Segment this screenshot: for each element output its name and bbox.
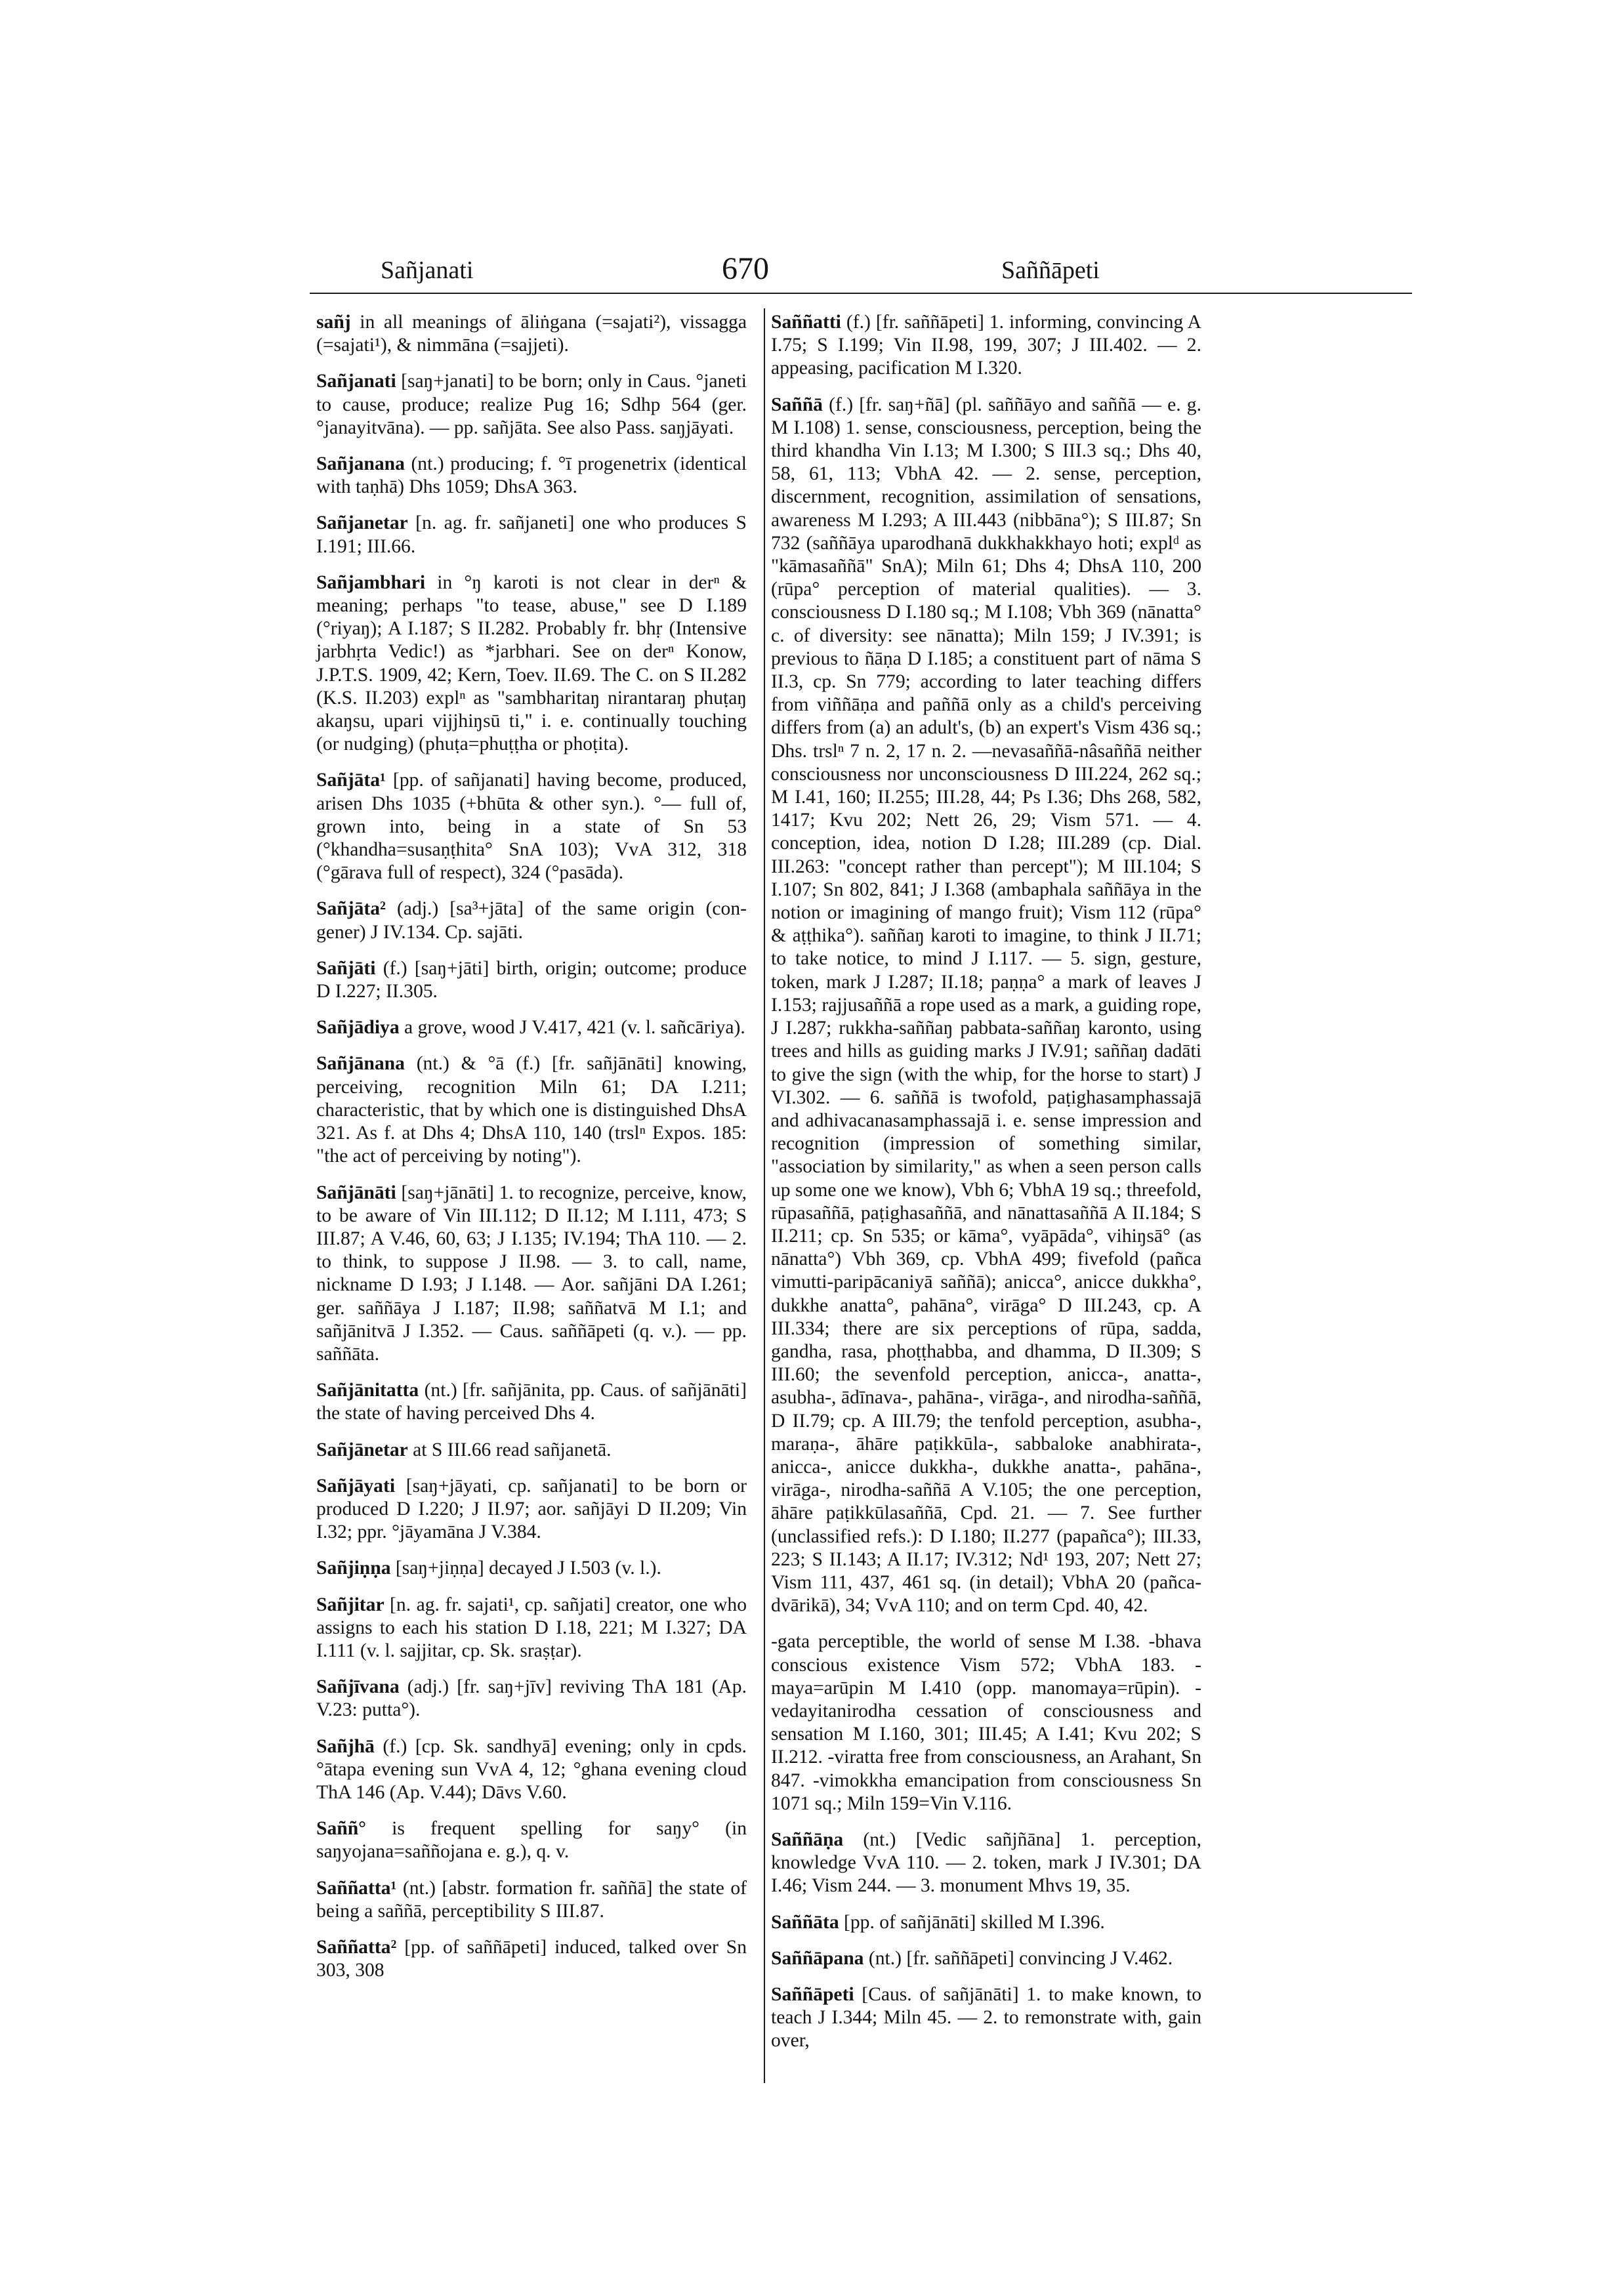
entry-headword: Sañjāta¹	[316, 770, 386, 791]
entry-headword: Sañjānāti	[316, 1182, 396, 1203]
entry-definition: (f.) [cp. Sk. sandhyā] evening; only in cpds. °ātapa evening sun VvA 4, 12; °ghana evening cloud ThA 146 (Ap. V.44); Dāvs V.60.	[316, 1735, 747, 1803]
entry-headword: Saññatti	[771, 312, 841, 333]
entry-headword: Sañjanati	[316, 371, 396, 392]
dictionary-entry	[771, 311, 1201, 381]
entry-definition: [saŋ+jānāti] 1. to recognize, perceive, know, to be aware of Vin III.112; D II.12; M I.111, 473; S III.87; A V.46, 60, 63; J I.135; IV.194; ThA 110. — 2. to think, to suppose J II.98. — 3. to call, name, nickname D I.93; J I.148. — Aor. sañjāni DA I.261; ger. saññāya J I.187; II.98; saññatvā M I.1; and sañjānitvā J I.352. — Caus. saññāpeti (q. v.). — pp. saññāta.	[316, 1182, 747, 1365]
entry-headword: Sañjīvana	[316, 1676, 400, 1698]
entry-definition: (nt.) & °ā (f.) [fr. sañjānāti] knowing, perceiving, recognition Miln 61; DA I.211; characteristic, that by which one is distinguished DhsA 321. As f. at Dhs 4; DhsA 110, 140 (trslⁿ Expos. 185: "the act of perceiving by noting").	[316, 1053, 747, 1167]
entry-headword: sañj	[316, 312, 351, 333]
dictionary-entry	[771, 1947, 1201, 1970]
dictionary-entry	[771, 1983, 1201, 2053]
entry-headword: Sañjanana	[316, 453, 405, 475]
entry-definition: [saŋ+janati] to be born; only in Caus. °janeti to cause, produce; realize Pug 16; Sdhp 564 (ger. °janayitvāna). — pp. sañjāta. See also Pass. saŋjāyati.	[316, 371, 747, 438]
dictionary-entry	[316, 1817, 747, 1863]
entry-headword: Sañjāyati	[316, 1475, 396, 1497]
entry-definition: (adj.) [fr. saŋ+jīv] reviving ThA 181 (Ap. V.23: putta°).	[316, 1676, 747, 1721]
page-number: 670	[722, 251, 769, 286]
dictionary-entry	[316, 1016, 747, 1039]
entry-definition: (adj.) [sa³+jāta] of the same origin (con-gener) J IV.134. Cp. sajāti.	[316, 898, 747, 943]
entry-definition: in °ŋ karoti is not clear in derⁿ & meaning; perhaps "to tease, abuse," see D I.189 (°riyaŋ); A I.187; S II.282. Probably fr. bhṛ (Intensive jarbhṛta Vedic!) as *jarbhari. See on derⁿ Konow, J.P.T.S. 1909, 42; Kern, Toev. II.69. The C. on S II.282 (K.S. II.203) explⁿ as "sambharitaŋ nirantaraŋ phuṭaŋ akaŋsu, upari vijjhiŋsū ti," i. e. continually touching (or nudging) (phuṭa=phuṭṭha or phoṭita).	[316, 571, 747, 755]
entry-definition: in all meanings of āliṅgana (=sajati²), vissagga (=sajati¹), & nimmāna (=sajjeti).	[316, 312, 747, 356]
entry-definition: (nt.) [abstr. formation fr. saññā] the state of being a saññā, perceptibility S III.87.	[316, 1877, 747, 1922]
right-column	[771, 311, 1201, 2066]
dictionary-entry	[771, 1630, 1201, 1815]
dictionary-entry	[316, 1936, 747, 1982]
entry-definition: at S III.66 read sañjanetā.	[407, 1439, 612, 1460]
dictionary-entry	[316, 1439, 747, 1462]
entry-definition: (nt.) [Vedic sañjñāna] 1. perception, knowledge VvA 110. — 2. token, mark J IV.301; DA I.46; Vism 244. — 3. monument Mhvs 19, 35.	[771, 1829, 1201, 1897]
entry-definition: [pp. of sañjānāti] skilled M I.396.	[839, 1911, 1105, 1933]
entry-definition: (f.) [saŋ+jāti] birth, origin; outcome; produce D I.227; II.305.	[316, 957, 747, 1003]
entry-definition: a grove, wood J V.417, 421 (v. l. sañcāriya).	[399, 1017, 745, 1039]
entry-headword: Sañjanetar	[316, 512, 408, 534]
entry-definition: (f.) [fr. saññāpeti] 1. informing, convincing A I.75; S I.199; Vin II.98, 199, 307; J III.402. — 2. appeasing, pacification M I.320.	[771, 312, 1201, 379]
dictionary-entry	[316, 1557, 747, 1580]
entry-definition: (f.) [fr. saŋ+ñā] (pl. saññāyo and saññā — e. g. M I.108) 1. sense, consciousness, perception, being the third khandha Vin I.13; M I.300; S III.3 sq.; Dhs 40, 58, 61, 113; VbhA 42. — 2. sense, perception, discernment, recognition, assimilation of sensations, awareness M I.293; A III.443 (nibbāna°); S III.87; Sn 732 (saññāya uparodhanā dukkhakkhayo hoti; explᵈ as "kāmasaññā" SnA); Miln 61; Dhs 4; DhsA 110, 200 (rūpa° perception of material qualities). — 3. consciousness D I.180 sq.; M I.108; Vbh 369 (nānatta° c. of diversity: see nānatta); Miln 159; J IV.391; is previous to ñāṇa D I.185; a constituent part of nāma S II.3, cp. Sn 779; according to later teaching differs from viññāṇa and paññā only as a child's perceiving differs from (a) an adult's, (b) an expert's Vism 436 sq.; Dhs. trslⁿ 7 n. 2, 17 n. 2. —nevasaññā-nâsaññā neither consciousness nor unconsciousness D III.224, 262 sq.; M I.41, 160; II.255; III.28, 44; Ps I.36; Dhs 268, 582, 1417; Kvu 202; Nett 26, 29; Vism 571. — 4. conception, idea, notion D I.28; III.289 (cp. Dial. III.263: "concept rather than percept"); M III.104; S I.107; Sn 802, 841; J I.368 (ambaphala saññāya in the notion or imagining of mango fruit); Vism 112 (rūpa° & aṭṭhika°). saññaŋ karoti to imagine, to think J II.71; to take notice, to mind J I.117. — 5. sign, gesture, token, mark J I.287; II.18; paṇṇa° a mark of leaves J I.153; rajjusaññā a rope used as a mark, a guiding rope, J I.287; rukkha-saññaŋ pabbata-saññaŋ karonto, using trees and hills as guiding marks J IV.91; saññaŋ dadāti to give the sign (with the whip, for the horse to start) J VI.302. — 6. saññā is twofold, paṭighasamphassajā and adhivacanasamphassajā i. e. sense impression and recognition (impression of something similar, "association by similarity," as when a seen person calls up some one we know), Vbh 6; VbhA 19 sq.; threefold, rūpasaññā, paṭighasaññā, and nānattasaññā A II.184; S II.211; cp. Sn 535; or kāma°, vyāpāda°, vihiŋsā° (as nānatta°) Vbh 369, cp. VbhA 499; fivefold (pañca vimutti-paripācaniyā saññā); anicca°, anicce dukkha°, dukkhe anatta°, pahāna°, virāga° D III.243, cp. A III.334; there are six perceptions of rūpa, sadda, gandha, rasa, phoṭṭhabba, and dhamma, D II.309; S III.60; the sevenfold perception, anicca-, anatta-, asubha-, ādīnava-, pahāna-, virāga-, and nirodha-saññā, D II.79; cp. A III.79; the tenfold perception, asubha-, maraṇa-, āhāre paṭikkūla-, sabbaloke anabhirata-, anicca-, anicce dukkha-, dukkhe anatta-, pahāna-, virāga-, nirodha-saññā A V.105; the one perception, āhāre paṭikkūlasaññā, Cpd. 21. — 7. See further (unclassified refs.): D I.180; II.277 (papañca°); III.33, 223; S II.143; A II.17; IV.312; Nd¹ 193, 207; Nett 27; Vism 111, 437, 461 sq. (in detail); VbhA 20 (pañca-dvārikā), 34; VvA 110; and on term Cpd. 40, 42.	[771, 394, 1201, 1617]
entry-headword: Saññāṇa	[771, 1829, 844, 1850]
entry-headword: Saññāta	[771, 1911, 839, 1933]
entry-headword: Sañjānitatta	[316, 1380, 419, 1401]
entry-definition: [n. ag. fr. sañjaneti] one who produces S I.191; III.66.	[316, 512, 747, 557]
entry-headword: Sañjhā	[316, 1735, 375, 1757]
dictionary-entry	[316, 957, 747, 1003]
dictionary-entry	[316, 1594, 747, 1663]
entry-definition: [saŋ+jāyati, cp. sañjanati] to be born or produced D I.220; J II.97; aor. sañjāyi D II.209; Vin I.32; ppr. °jāyamāna J V.384.	[316, 1475, 747, 1543]
entry-headword: Sañjāta²	[316, 898, 386, 920]
entry-definition: (nt.) [fr. saññāpeti] convincing J V.462.	[864, 1947, 1173, 1969]
dictionary-entry	[771, 1911, 1201, 1934]
dictionary-entry	[316, 1735, 747, 1805]
dictionary-entry	[316, 571, 747, 756]
entry-headword: Sañjānetar	[316, 1439, 408, 1460]
dictionary-entry	[771, 1829, 1201, 1898]
dictionary-entry	[316, 769, 747, 884]
entry-definition: [pp. of saññāpeti] induced, talked over Sn 303, 308	[316, 1936, 747, 1981]
entry-definition: [Caus. of sañjānāti] 1. to make known, to teach J I.344; Miln 45. — 2. to remonstrate with, gain over,	[771, 1984, 1201, 2052]
entry-headword: Sañjambhari	[316, 571, 426, 593]
entry-headword: Sañjādiya	[316, 1017, 400, 1039]
dictionary-entry	[316, 453, 747, 499]
entry-headword: Saññatta¹	[316, 1877, 397, 1899]
entry-definition: [saŋ+jiṇṇa] decayed J I.503 (v. l.).	[390, 1558, 661, 1579]
dictionary-entry	[316, 898, 747, 943]
entry-definition: (nt.) producing; f. °ī progenetrix (identical with taṇhā) Dhs 1059; DhsA 363.	[316, 453, 747, 498]
entry-headword: Sañjitar	[316, 1594, 385, 1615]
dictionary-entry	[771, 394, 1201, 1618]
entry-headword: Saññ°	[316, 1818, 367, 1840]
entry-definition: [n. ag. fr. sajati¹, cp. sañjati] creator, one who assigns to each his station D I.18, 221; M I.327; DA I.111 (v. l. sajjitar, cp. Sk. sraṣṭar).	[316, 1594, 747, 1661]
entry-headword: Sañjānana	[316, 1053, 405, 1075]
dictionary-entry	[316, 1475, 747, 1544]
entry-definition: is frequent spelling for saŋy° (in saŋyojana=saññojana e. g.), q. v.	[316, 1818, 747, 1863]
entry-headword: Sañjāti	[316, 957, 376, 979]
dictionary-entry	[316, 1052, 747, 1168]
entry-headword: Saññāpana	[771, 1947, 864, 1969]
header-rule	[310, 293, 1412, 294]
header-last-word: Saññāpeti	[1001, 257, 1100, 284]
left-column	[316, 311, 747, 1995]
header-first-word: Sañjanati	[381, 257, 474, 284]
dictionary-entry	[316, 1182, 747, 1367]
entry-headword: Saññā	[771, 394, 823, 415]
page-header	[315, 251, 1404, 289]
dictionary-entry	[316, 512, 747, 558]
entry-definition: -gata perceptible, the world of sense M I.38. -bhava conscious existence Vism 572; VbhA 183. -maya=arūpin M I.410 (opp. manomaya=rūpin). -vedayitanirodha cessation of consciousness and sensation M I.160, 301; III.45; A I.41; Kvu 202; S II.212. -viratta free from consciousness, an Arahant, Sn 847. -vimokkha emancipation from consciousness Sn 1071 sq.; Miln 159=Vin V.116.	[771, 1631, 1201, 1814]
entry-headword: Saññatta²	[316, 1936, 397, 1958]
entry-definition: [pp. of sañjanati] having become, produced, arisen Dhs 1035 (+bhūta & other syn.). °— full of, grown into, being in a state of Sn 53 (°khandha=susaṇṭhita° SnA 103); VvA 312, 318 (°gārava full of respect), 324 (°pasāda).	[316, 770, 747, 884]
entry-headword: Sañjiṇṇa	[316, 1558, 391, 1579]
dictionary-entry	[316, 1676, 747, 1722]
dictionary-entry	[316, 1877, 747, 1923]
entry-definition: (nt.) [fr. sañjānita, pp. Caus. of sañjānāti] the state of having perceived Dhs 4.	[316, 1380, 747, 1424]
entry-headword: Saññāpeti	[771, 1984, 854, 2006]
dictionary-entry	[316, 370, 747, 440]
dictionary-entry	[316, 1379, 747, 1425]
column-divider	[764, 308, 765, 2083]
dictionary-entry	[316, 311, 747, 357]
